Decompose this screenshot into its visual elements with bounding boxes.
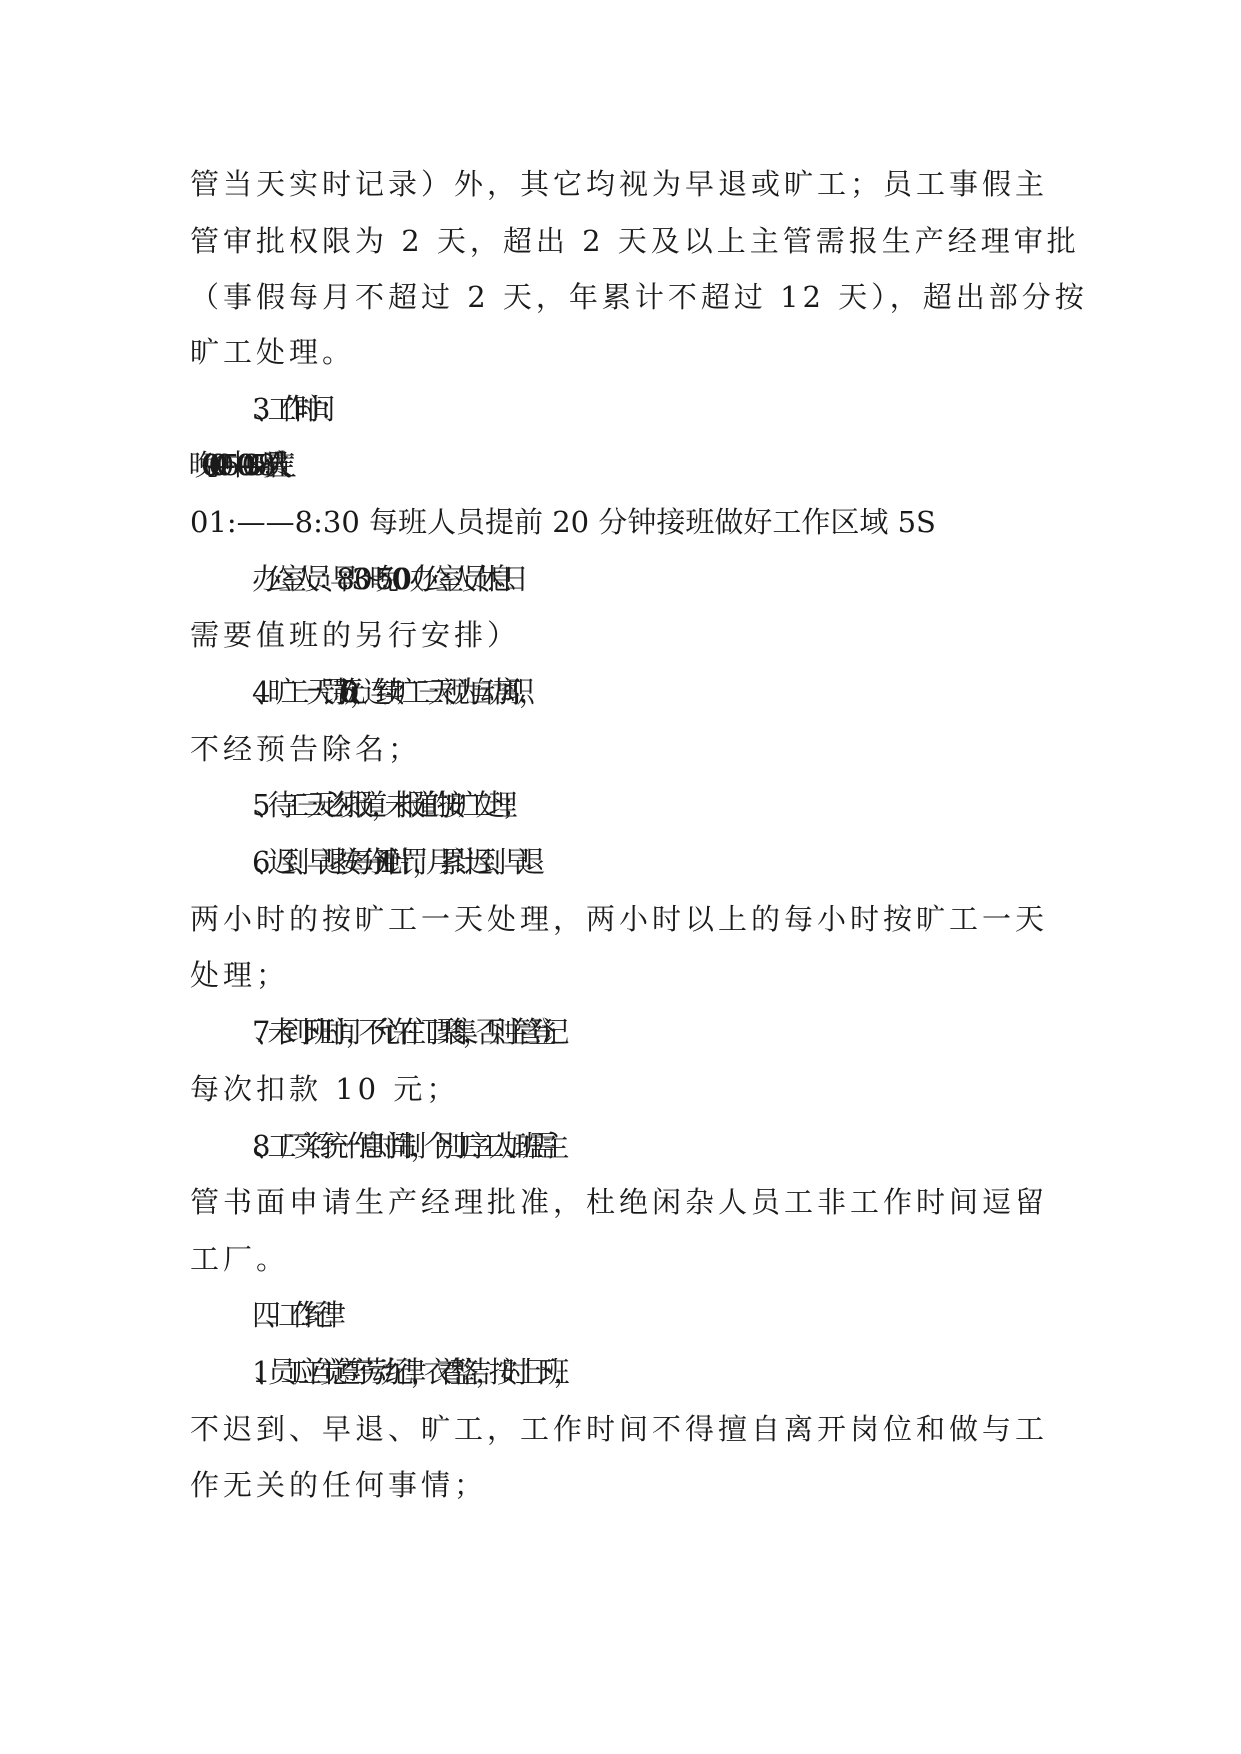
text-line: 管当天实时记录）外，其它均视为早退或旷工；员工事假主 xyxy=(190,167,1049,201)
text-line xyxy=(268,436,1138,494)
text-line: 管书面申请生产经理批准，杜绝闲杂人员工非工作时间逗留 xyxy=(190,1185,1049,1219)
list-item: 4、旷工一天罚款 60 元，连续旷工三天视为自动离职， xyxy=(252,675,532,709)
list-item: 7、未到下班时间，不允许在门口聚集，否则主管登记 xyxy=(252,1015,554,1049)
text-line: 需要值班的另行安排） xyxy=(190,618,521,652)
text-line: 两小时的按旷工一天处理，两小时以上的每小时按旷工一天 xyxy=(190,902,1049,936)
section-heading: 四、工作纪律 xyxy=(252,1298,331,1332)
text-line: 作无关的任何事情； xyxy=(190,1468,488,1502)
section-heading: 3、工作时间： xyxy=(252,392,333,426)
list-item: 6、迟到、早退按每分钟 1 元计罚，月累计迟到、早退 xyxy=(252,845,530,879)
text-line: 旷工处理。 xyxy=(190,335,356,369)
text-line: 工厂。 xyxy=(190,1242,290,1276)
text-line: 每次扣款 10 元； xyxy=(190,1072,460,1106)
text-line: 不迟到、早退、旷工，工作时间不得擅自离开岗位和做与工 xyxy=(190,1412,1049,1446)
text-line: （事假每月不超过 2 天，年累计不超过 12 天），超出部分按 xyxy=(190,280,1088,314)
text-line: 01:——8:30 每班人员提前 20 分钟接班做好工作区域 5S xyxy=(190,505,936,539)
text-line: 处理； xyxy=(190,958,290,992)
text-line: 不经预告除名； xyxy=(190,732,422,766)
list-item: 8、工厂实行统一作息时间制，个别工序工人加班需主 xyxy=(252,1129,554,1163)
text-line: 管审批权限为 2 天，超出 2 天及以上主管需报生产经理审批 xyxy=(190,224,1080,258)
text-line: 办公室人员：早 8：30～晚 5：00（办公室人员休息日 xyxy=(252,562,514,596)
list-item: 5、待工三天必须报道，未报道的按旷工处理； xyxy=(252,788,515,822)
list-item: 1、员工应自觉遵守劳动纪律，衣着整洁，按时上下班， xyxy=(252,1355,567,1389)
